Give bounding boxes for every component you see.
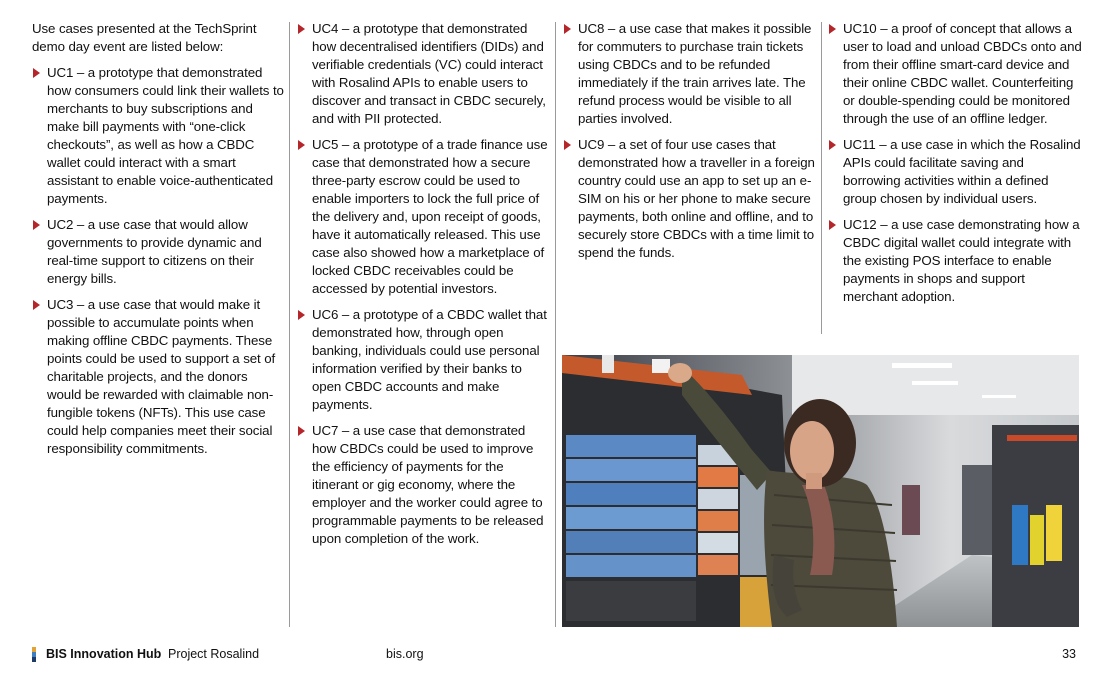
intro-text: Use cases presented at the TechSprint demo day event are listed below: [32, 21, 257, 54]
use-case-text: UC2 – a use case that would allow governments to provide dynamic and real-time support to citizens on their energy bills. [47, 217, 262, 286]
use-case-item-6 [297, 306, 549, 414]
use-case-item-2 [32, 216, 284, 288]
use-case-text: UC12 – a use case demonstrating how a CBDC digital wallet could integrate with the existing POS interface to enable payments in shops and support merchant adoption. [843, 217, 1080, 304]
use-case-item-11 [828, 136, 1083, 208]
column-divider [289, 22, 290, 627]
use-case-list-1 [32, 64, 284, 458]
use-case-item-7 [297, 422, 549, 548]
use-case-item-9 [563, 136, 817, 262]
use-case-item-5 [297, 136, 549, 298]
use-case-text: UC1 – a prototype that demonstrated how consumers could link their wallets to merchants to buy subscriptions and make bill payments with “one-click checkouts”, as well as how a CBDC wallet could interact with a smart assistant to enable voice-authenticated payments. [47, 65, 284, 206]
use-case-text: UC10 – a proof of concept that allows a user to load and unload CBDCs onto and from their offline smart-card device and their online CBDC wallet. Counterfeiting or double-spending could be monitored through the use of an offline ledger. [843, 21, 1082, 126]
use-case-text: UC3 – a use case that would make it possible to accumulate points when making offline CBDC payments. These points could be used to support a set of charitable projects, and the donors would be rewarded with claimable non-fungible tokens (NFTs). This use case could help companies meet their social responsibility commitments. [47, 297, 276, 456]
use-case-item-4 [297, 20, 549, 128]
use-case-item-12 [828, 216, 1083, 306]
footer-project: Project Rosalind [168, 647, 260, 661]
triangle-right-icon [298, 24, 305, 34]
footer-site-link[interactable]: bis.org [386, 647, 424, 661]
use-case-list-4 [828, 20, 1083, 306]
footer-brand: BIS Innovation Hub [46, 647, 162, 661]
use-case-text: UC9 – a set of four use cases that demonstrated how a traveller in a foreign country could use an app to set up an e-SIM on his or her phone to make secure payments, both online and offline, and to securely store CBDCs with a time limit to spend the funds. [578, 137, 815, 260]
use-case-text: UC5 – a prototype of a trade finance use case that demonstrated how a secure three-party escrow could be used to enable importers to lock the full price of the delivery and, upon receipt of goods, have it automatically released. This use case also showed how a marketplace of locked CBDC receivables could be accessed by potential investors. [312, 137, 548, 296]
triangle-right-icon [564, 140, 571, 150]
use-case-text: UC6 – a prototype of a CBDC wallet that demonstrated how, through open banking, individuals could use personal information verified by their banks to open CBDC accounts and make payments. [312, 307, 547, 412]
column-2 [297, 20, 549, 556]
triangle-right-icon [298, 310, 305, 320]
column-divider [555, 22, 556, 627]
triangle-right-icon [829, 24, 836, 34]
use-case-item-1 [32, 64, 284, 208]
triangle-right-icon [33, 220, 40, 230]
page-number: 33 [1062, 647, 1076, 661]
triangle-right-icon [564, 24, 571, 34]
triangle-right-icon [298, 426, 305, 436]
triangle-right-icon [829, 220, 836, 230]
use-case-text: UC7 – a use case that demonstrated how CBDCs could be used to improve the efficiency of payments for the itinerant or gig economy, where the employer and the worker could agree to programmable payments to be released upon completion of the work. [312, 423, 544, 546]
triangle-right-icon [829, 140, 836, 150]
use-case-item-10 [828, 20, 1083, 128]
triangle-right-icon [33, 68, 40, 78]
bis-logo-bar [32, 647, 36, 662]
column-4 [828, 20, 1083, 314]
triangle-right-icon [33, 300, 40, 310]
use-case-item-3 [32, 296, 284, 458]
use-case-text: UC11 – a use case in which the Rosalind APIs could facilitate saving and borrowing activities within a defined group chosen by individual users. [843, 137, 1081, 206]
use-case-list-3 [563, 20, 817, 262]
use-case-text: UC4 – a prototype that demonstrated how decentralised identifiers (DIDs) and verifiable credentials (VC) could interact with Rosalind APIs to enable users to discover and transact in CBDC securely, and with PII protected. [312, 21, 546, 126]
use-case-list-2 [297, 20, 549, 548]
page-footer [0, 645, 1100, 665]
column-3 [563, 20, 817, 270]
store-shopper-photo [562, 355, 1079, 627]
column-1 [32, 20, 284, 466]
triangle-right-icon [298, 140, 305, 150]
use-case-text: UC8 – a use case that makes it possible for commuters to purchase train tickets using CBDCs and to be refunded immediately if the train arrives late. The refund process would be visible to all parties involved. [578, 21, 812, 126]
use-case-item-8 [563, 20, 817, 128]
column-divider [821, 22, 822, 334]
